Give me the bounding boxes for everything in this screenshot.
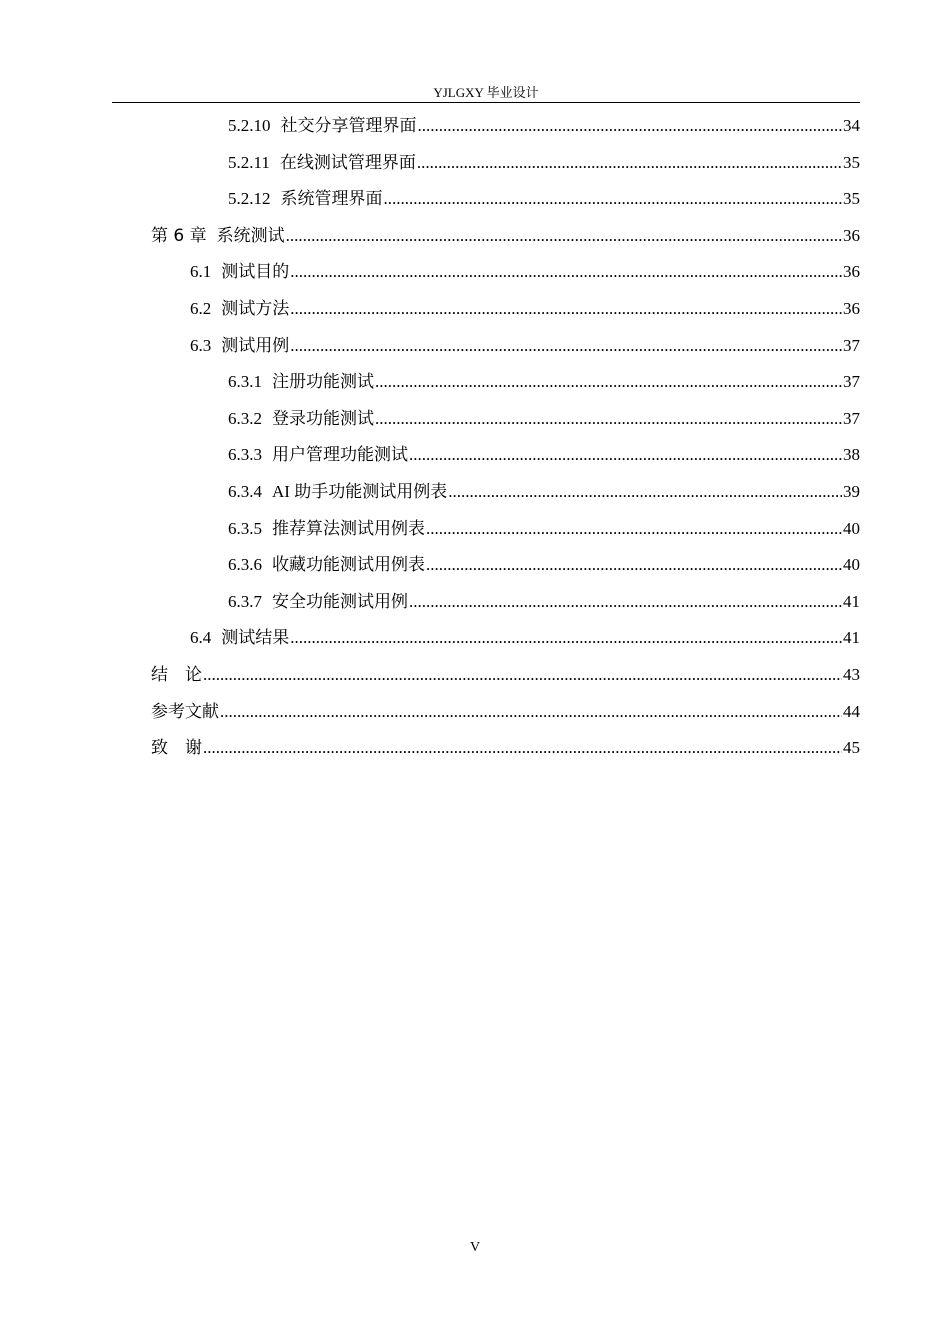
toc-entry-page: 43 — [843, 665, 860, 684]
toc-entry[interactable] — [190, 294, 860, 324]
toc-entry-number: 6.3 — [190, 335, 212, 355]
toc-dot-leader — [290, 257, 842, 287]
toc-entry-title: 测试用例 — [221, 335, 290, 355]
toc-entry[interactable] — [190, 623, 860, 653]
toc-entry-page: 44 — [843, 701, 860, 721]
toc-dot-leader — [375, 404, 842, 434]
header-text: YJLGXY 毕业设计 — [433, 85, 539, 100]
toc-entry-page: 35 — [843, 189, 860, 209]
toc-entry-page: 36 — [843, 225, 860, 245]
toc-entry[interactable] — [228, 111, 860, 141]
toc-entry-page: 38 — [843, 445, 860, 465]
toc-entry-title: 系统测试 — [216, 225, 285, 246]
toc-entry-title: 测试结果 — [221, 628, 290, 648]
toc-entry-title: 系统管理界面 — [280, 189, 383, 209]
toc-entry-page: 37 — [843, 335, 860, 355]
toc-entry-page: 45 — [843, 738, 860, 758]
toc-entry-title: 推荐算法测试用例表 — [272, 518, 425, 538]
toc-dot-leader — [286, 221, 842, 251]
toc-dot-leader — [409, 587, 842, 617]
toc-entry[interactable] — [228, 404, 860, 434]
page-footer — [0, 1238, 950, 1258]
toc-dot-leader — [290, 331, 842, 361]
toc-entry-number: 6.1 — [190, 262, 212, 282]
toc-dot-leader — [426, 514, 842, 544]
toc-entry-number: 6.3.3 — [228, 445, 262, 465]
toc-entry-page: 37 — [843, 372, 860, 392]
toc-entry-title: 测试方法 — [221, 299, 290, 318]
toc-entry-title: 收藏功能测试用例表 — [272, 555, 425, 575]
toc-dot-leader — [290, 294, 842, 324]
toc-entry-title: 社交分享管理界面 — [280, 116, 417, 135]
toc-entry-title: 在线测试管理界面 — [279, 152, 416, 172]
toc-entry[interactable] — [151, 697, 860, 727]
toc-entry-page: 37 — [843, 408, 860, 428]
toc-entry-title: 结 论 — [151, 665, 202, 685]
toc-dot-leader — [203, 660, 842, 690]
toc-dot-leader — [384, 184, 843, 214]
toc-entry[interactable] — [151, 660, 860, 690]
toc-entry[interactable] — [151, 221, 860, 251]
toc-entry-number: 5.2.11 — [228, 152, 270, 172]
toc-entry[interactable] — [228, 184, 860, 214]
toc-entry-number: 6.3.4 — [228, 482, 262, 501]
toc-entry-number: 5.2.12 — [228, 189, 271, 209]
toc-entry-number: 6.3.7 — [228, 591, 262, 611]
toc-dot-leader — [220, 697, 842, 727]
toc-entry-page: 39 — [843, 482, 860, 501]
toc-dot-leader — [409, 440, 842, 470]
toc-entry-number: 第 6 章 — [151, 225, 207, 246]
toc-entry-title: 参考文献 — [151, 701, 219, 722]
toc-entry[interactable] — [228, 514, 860, 544]
toc-entry[interactable] — [228, 550, 860, 580]
toc-dot-leader — [290, 623, 842, 653]
toc-entry-number: 6.3.6 — [228, 555, 262, 575]
toc-entry-title: AI 助手功能测试用例表 — [272, 482, 448, 501]
page-header — [112, 84, 860, 103]
toc-entry-title: 登录功能测试 — [272, 408, 374, 428]
toc-entry-number: 6.3.1 — [228, 372, 262, 392]
toc-entry-page: 40 — [843, 555, 860, 575]
toc-entry-page: 36 — [843, 262, 860, 282]
toc-entry[interactable] — [228, 477, 860, 507]
toc-entry-page: 35 — [843, 152, 860, 172]
toc-dot-leader — [426, 550, 842, 580]
toc-entry-title: 注册功能测试 — [272, 372, 374, 392]
toc-entry-number: 6.3.2 — [228, 408, 262, 428]
toc-entry-number: 5.2.10 — [228, 116, 271, 135]
toc-dot-leader — [417, 148, 842, 178]
toc-entry[interactable] — [151, 733, 860, 763]
page-number: V — [469, 1240, 481, 1255]
toc-entry-page: 40 — [843, 518, 860, 538]
toc-dot-leader — [418, 111, 843, 141]
toc-entry-page: 41 — [843, 628, 860, 648]
toc-entry-page: 41 — [843, 591, 860, 611]
toc-entry[interactable] — [190, 257, 860, 287]
toc-dot-leader — [375, 367, 842, 397]
toc-entry[interactable] — [228, 367, 860, 397]
toc-entry[interactable] — [228, 440, 860, 470]
toc-entry-number: 6.2 — [190, 299, 212, 318]
toc-entry-page: 36 — [843, 299, 860, 318]
toc-entry-title: 安全功能测试用例 — [272, 591, 408, 611]
toc-entry[interactable] — [190, 331, 860, 361]
toc-entry-title: 测试目的 — [221, 262, 290, 282]
toc-dot-leader — [203, 733, 842, 763]
toc-entry-page: 34 — [843, 116, 860, 135]
toc-entry-title: 致 谢 — [151, 738, 202, 759]
toc-entry-number: 6.4 — [190, 628, 212, 648]
toc-entry-title: 用户管理功能测试 — [272, 445, 408, 465]
toc-entry[interactable] — [228, 148, 860, 178]
toc-entry[interactable] — [228, 587, 860, 617]
toc-dot-leader — [448, 477, 842, 507]
toc-entry-number: 6.3.5 — [228, 518, 262, 538]
